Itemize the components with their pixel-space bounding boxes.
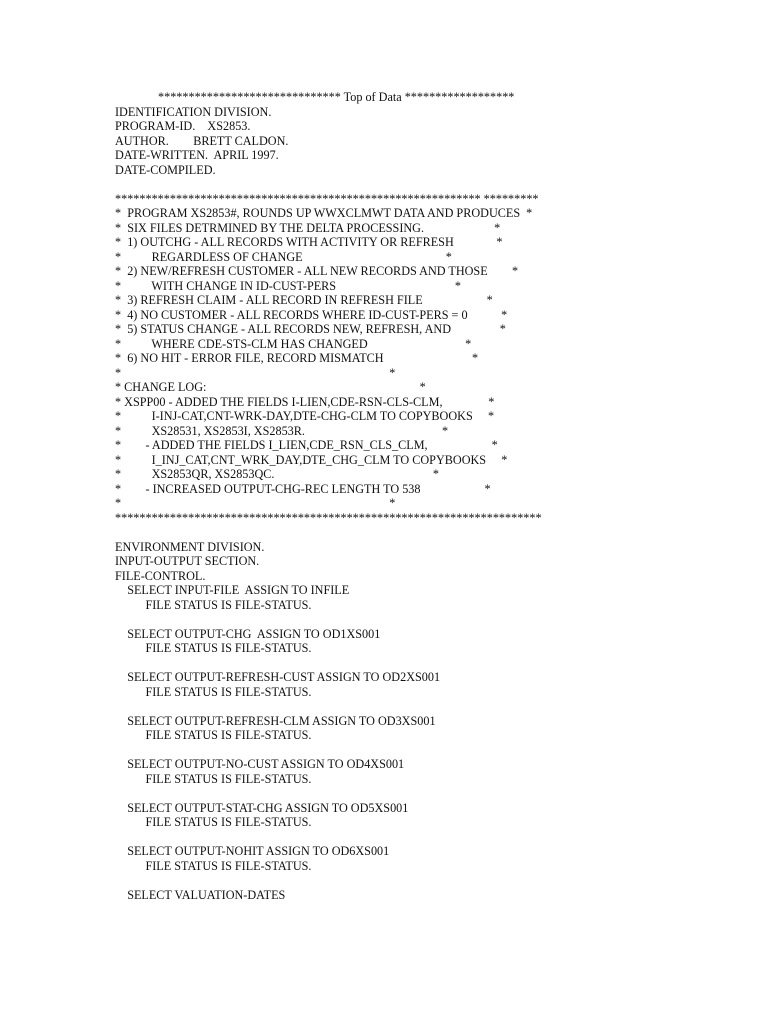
- text-line: * REGARDLESS OF CHANGE *: [115, 249, 452, 264]
- text-line: * XS2853QR, XS2853QC. *: [115, 467, 440, 481]
- text-line: * 3) REFRESH CLAIM - ALL RECORD IN REFRESH FILE *: [115, 293, 493, 307]
- text-line: FILE-CONTROL.: [115, 568, 206, 583]
- text-line: * - INCREASED OUTPUT-CHG-REC LENGTH TO 538 *: [115, 481, 491, 496]
- text-line: SELECT OUTPUT-REFRESH-CUST ASSIGN TO OD2XS001: [115, 670, 441, 684]
- text-line: DATE-COMPILED.: [115, 162, 216, 177]
- text-line: * PROGRAM XS2853#, ROUNDS UP WWXCLMWT DATA AND PRODUCES *: [115, 206, 533, 220]
- text-line: PROGRAM-ID. XS2853.: [115, 119, 251, 133]
- text-line: * SIX FILES DETRMINED BY THE DELTA PROCESSING. *: [115, 220, 501, 235]
- text-line: IDENTIFICATION DIVISION.: [115, 104, 272, 119]
- text-line: SELECT OUTPUT-CHG ASSIGN TO OD1XS001: [115, 626, 381, 641]
- text-line: FILE STATUS IS FILE-STATUS.: [115, 771, 312, 786]
- text-line: * *: [115, 496, 396, 510]
- text-line: SELECT VALUATION-DATES: [115, 887, 286, 902]
- text-line: * WHERE CDE-STS-CLM HAS CHANGED *: [115, 336, 472, 351]
- text-line: * 2) NEW/REFRESH CUSTOMER - ALL NEW RECORDS AND THOSE *: [115, 264, 519, 278]
- text-line: * XS28531, XS2853I, XS2853R. *: [115, 423, 449, 438]
- text-line: * 1) OUTCHG - ALL RECORDS WITH ACTIVITY OR REFRESH *: [115, 235, 503, 249]
- text-line: * *: [115, 365, 396, 380]
- text-line: * 4) NO CUSTOMER - ALL RECORDS WHERE ID-CUST-PERS = 0 *: [115, 307, 508, 322]
- text-line: **********************************************************************: [115, 510, 542, 525]
- text-line: FILE STATUS IS FILE-STATUS.: [115, 684, 312, 699]
- text-line: SELECT OUTPUT-REFRESH-CLM ASSIGN TO OD3XS001: [115, 713, 436, 728]
- text-line: * 5) STATUS CHANGE - ALL RECORDS NEW, REFRESH, AND *: [115, 322, 506, 336]
- text-line: FILE STATUS IS FILE-STATUS.: [115, 728, 312, 742]
- text-line: * 6) NO HIT - ERROR FILE, RECORD MISMATCH *: [115, 351, 479, 365]
- text-line: DATE-WRITTEN. APRIL 1997.: [115, 148, 279, 162]
- text-line: * CHANGE LOG: *: [115, 380, 426, 394]
- text-line: * XSPP00 - ADDED THE FIELDS I-LIEN,CDE-RSN-CLS-CLM, *: [115, 394, 495, 409]
- text-line: * I_INJ_CAT,CNT_WRK_DAY,DTE_CHG_CLM TO COPYBOOKS *: [115, 452, 508, 467]
- text-line: * WITH CHANGE IN ID-CUST-PERS *: [115, 278, 461, 293]
- text-line: * I-INJ-CAT,CNT-WRK-DAY,DTE-CHG-CLM TO COPYBOOKS *: [115, 409, 495, 423]
- text-line: AUTHOR. BRETT CALDON.: [115, 133, 289, 148]
- text-line: FILE STATUS IS FILE-STATUS.: [115, 597, 312, 612]
- text-line: FILE STATUS IS FILE-STATUS.: [115, 858, 312, 873]
- text-line: * - ADDED THE FIELDS I_LIEN,CDE_RSN_CLS_CLM, *: [115, 438, 498, 452]
- text-line: SELECT OUTPUT-NOHIT ASSIGN TO OD6XS001: [115, 844, 390, 858]
- text-line: SELECT OUTPUT-NO-CUST ASSIGN TO OD4XS001: [115, 757, 405, 771]
- text-line: SELECT INPUT-FILE ASSIGN TO INFILE: [115, 583, 350, 597]
- text-line: FILE STATUS IS FILE-STATUS.: [115, 815, 312, 829]
- text-line: ENVIRONMENT DIVISION.: [115, 539, 265, 554]
- text-line: ************************************************************ *********: [115, 191, 539, 206]
- text-line: SELECT OUTPUT-STAT-CHG ASSIGN TO OD5XS001: [115, 800, 409, 815]
- text-line: FILE STATUS IS FILE-STATUS.: [115, 641, 312, 655]
- text-line: INPUT-OUTPUT SECTION.: [115, 554, 260, 568]
- text-line: ****************************** Top of Data ******************: [158, 90, 515, 104]
